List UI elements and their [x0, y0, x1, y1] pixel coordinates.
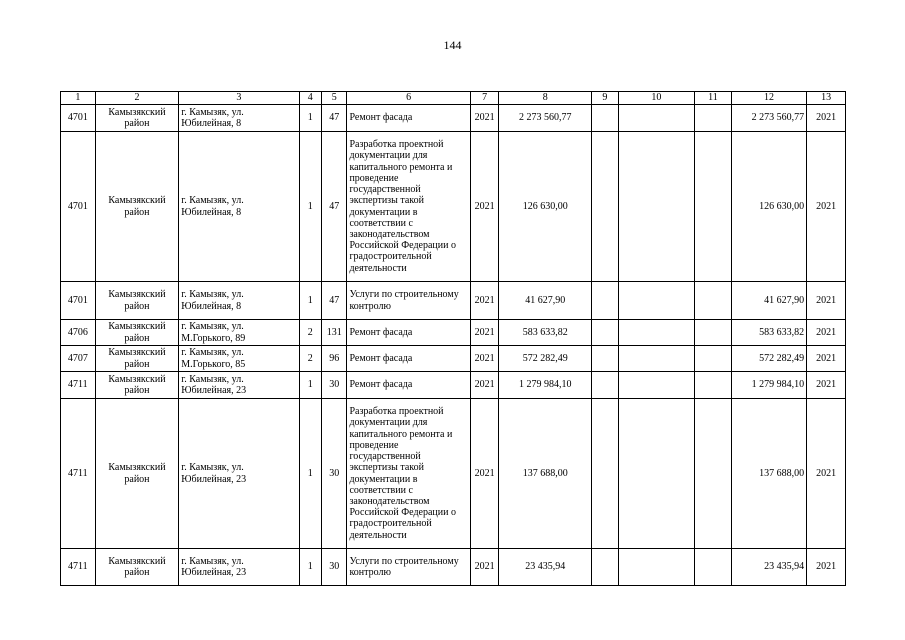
district-cell: Камызякский район [95, 282, 179, 320]
column-header: 1 [61, 92, 96, 105]
col10-cell [618, 399, 694, 549]
table-row [61, 282, 846, 320]
table-row [61, 372, 846, 399]
col4-cell: 1 [299, 399, 321, 549]
address-cell: г. Камызяк, ул. Юбилейная, 23 [179, 399, 299, 549]
address-cell: г. Камызяк, ул. М.Горького, 89 [179, 320, 299, 346]
col5-cell: 30 [321, 399, 346, 549]
col9-cell [592, 549, 619, 586]
col10-cell [618, 105, 694, 132]
col10-cell [618, 372, 694, 399]
column-header: 7 [470, 92, 499, 105]
table-row [61, 320, 846, 346]
amount-cell: 572 282,49 [499, 346, 592, 372]
object-id-cell: 4701 [61, 282, 96, 320]
col11-cell [695, 372, 732, 399]
address-cell: г. Камызяк, ул. Юбилейная, 8 [179, 282, 299, 320]
column-header: 6 [347, 92, 470, 105]
col10-cell [618, 132, 694, 282]
col10-cell [618, 320, 694, 346]
col13-cell: 2021 [807, 132, 846, 282]
amount-cell: 41 627,90 [499, 282, 592, 320]
col4-cell: 1 [299, 372, 321, 399]
table-row [61, 132, 846, 282]
col13-cell: 2021 [807, 346, 846, 372]
column-header: 11 [695, 92, 732, 105]
col4-cell: 1 [299, 132, 321, 282]
object-id-cell: 4711 [61, 549, 96, 586]
col13-cell: 2021 [807, 372, 846, 399]
object-id-cell: 4711 [61, 399, 96, 549]
district-cell: Камызякский район [95, 346, 179, 372]
col10-cell [618, 549, 694, 586]
col5-cell: 47 [321, 282, 346, 320]
work-type-cell: Ремонт фасада [347, 320, 470, 346]
district-cell: Камызякский район [95, 549, 179, 586]
year-cell: 2021 [470, 399, 499, 549]
col11-cell [695, 105, 732, 132]
amount-cell: 583 633,82 [499, 320, 592, 346]
total-cell: 137 688,00 [731, 399, 806, 549]
col9-cell [592, 346, 619, 372]
column-header: 13 [807, 92, 846, 105]
total-cell: 23 435,94 [731, 549, 806, 586]
object-id-cell: 4706 [61, 320, 96, 346]
object-id-cell: 4707 [61, 346, 96, 372]
work-type-cell: Ремонт фасада [347, 346, 470, 372]
column-header: 3 [179, 92, 299, 105]
year-cell: 2021 [470, 320, 499, 346]
col5-cell: 131 [321, 320, 346, 346]
year-cell: 2021 [470, 132, 499, 282]
total-cell: 41 627,90 [731, 282, 806, 320]
col11-cell [695, 320, 732, 346]
total-cell: 572 282,49 [731, 346, 806, 372]
col13-cell: 2021 [807, 282, 846, 320]
table-row [61, 399, 846, 549]
year-cell: 2021 [470, 105, 499, 132]
work-type-cell: Разработка проектной документации для капитального ремонта и проведение государственной экспертизы такой документации в соответствии с законодательством Российской Федерации о градостроительной деятельности [347, 132, 470, 282]
total-cell: 1 279 984,10 [731, 372, 806, 399]
column-header: 10 [618, 92, 694, 105]
amount-cell: 2 273 560,77 [499, 105, 592, 132]
year-cell: 2021 [470, 372, 499, 399]
total-cell: 583 633,82 [731, 320, 806, 346]
object-id-cell: 4711 [61, 372, 96, 399]
col5-cell: 30 [321, 372, 346, 399]
col11-cell [695, 399, 732, 549]
year-cell: 2021 [470, 346, 499, 372]
total-cell: 126 630,00 [731, 132, 806, 282]
col13-cell: 2021 [807, 549, 846, 586]
column-header: 5 [321, 92, 346, 105]
col5-cell: 47 [321, 105, 346, 132]
work-type-cell: Разработка проектной документации для капитального ремонта и проведение государственной экспертизы такой документации в соответствии с законодательством Российской Федерации о градостроительной деятельности [347, 399, 470, 549]
col4-cell: 1 [299, 282, 321, 320]
col4-cell: 1 [299, 105, 321, 132]
page-number: 144 [443, 38, 462, 52]
table-row [61, 346, 846, 372]
amount-cell: 23 435,94 [499, 549, 592, 586]
col10-cell [618, 346, 694, 372]
address-cell: г. Камызяк, ул. Юбилейная, 23 [179, 372, 299, 399]
col5-cell: 96 [321, 346, 346, 372]
column-header: 4 [299, 92, 321, 105]
col4-cell: 2 [299, 346, 321, 372]
col9-cell [592, 372, 619, 399]
work-type-cell: Услуги по строительному контролю [347, 549, 470, 586]
col4-cell: 1 [299, 549, 321, 586]
address-cell: г. Камызяк, ул. Юбилейная, 8 [179, 105, 299, 132]
year-cell: 2021 [470, 282, 499, 320]
table-header-row [61, 92, 846, 105]
col11-cell [695, 346, 732, 372]
object-id-cell: 4701 [61, 105, 96, 132]
address-cell: г. Камызяк, ул. Юбилейная, 8 [179, 132, 299, 282]
col4-cell: 2 [299, 320, 321, 346]
col9-cell [592, 282, 619, 320]
col11-cell [695, 132, 732, 282]
amount-cell: 1 279 984,10 [499, 372, 592, 399]
col10-cell [618, 282, 694, 320]
table-row [61, 549, 846, 586]
table-row [61, 105, 846, 132]
district-cell: Камызякский район [95, 372, 179, 399]
column-header: 12 [731, 92, 806, 105]
object-id-cell: 4701 [61, 132, 96, 282]
amount-cell: 137 688,00 [499, 399, 592, 549]
col9-cell [592, 132, 619, 282]
district-cell: Камызякский район [95, 320, 179, 346]
district-cell: Камызякский район [95, 399, 179, 549]
col13-cell: 2021 [807, 320, 846, 346]
column-header: 8 [499, 92, 592, 105]
col13-cell: 2021 [807, 105, 846, 132]
column-header: 2 [95, 92, 179, 105]
col13-cell: 2021 [807, 399, 846, 549]
col9-cell [592, 399, 619, 549]
district-cell: Камызякский район [95, 132, 179, 282]
work-type-cell: Услуги по строительному контролю [347, 282, 470, 320]
column-header: 9 [592, 92, 619, 105]
register-table [60, 91, 846, 586]
col11-cell [695, 282, 732, 320]
work-type-cell: Ремонт фасада [347, 372, 470, 399]
address-cell: г. Камызяк, ул. М.Горького, 85 [179, 346, 299, 372]
district-cell: Камызякский район [95, 105, 179, 132]
work-type-cell: Ремонт фасада [347, 105, 470, 132]
col5-cell: 30 [321, 549, 346, 586]
total-cell: 2 273 560,77 [731, 105, 806, 132]
col11-cell [695, 549, 732, 586]
address-cell: г. Камызяк, ул. Юбилейная, 23 [179, 549, 299, 586]
col9-cell [592, 320, 619, 346]
col5-cell: 47 [321, 132, 346, 282]
year-cell: 2021 [470, 549, 499, 586]
col9-cell [592, 105, 619, 132]
amount-cell: 126 630,00 [499, 132, 592, 282]
